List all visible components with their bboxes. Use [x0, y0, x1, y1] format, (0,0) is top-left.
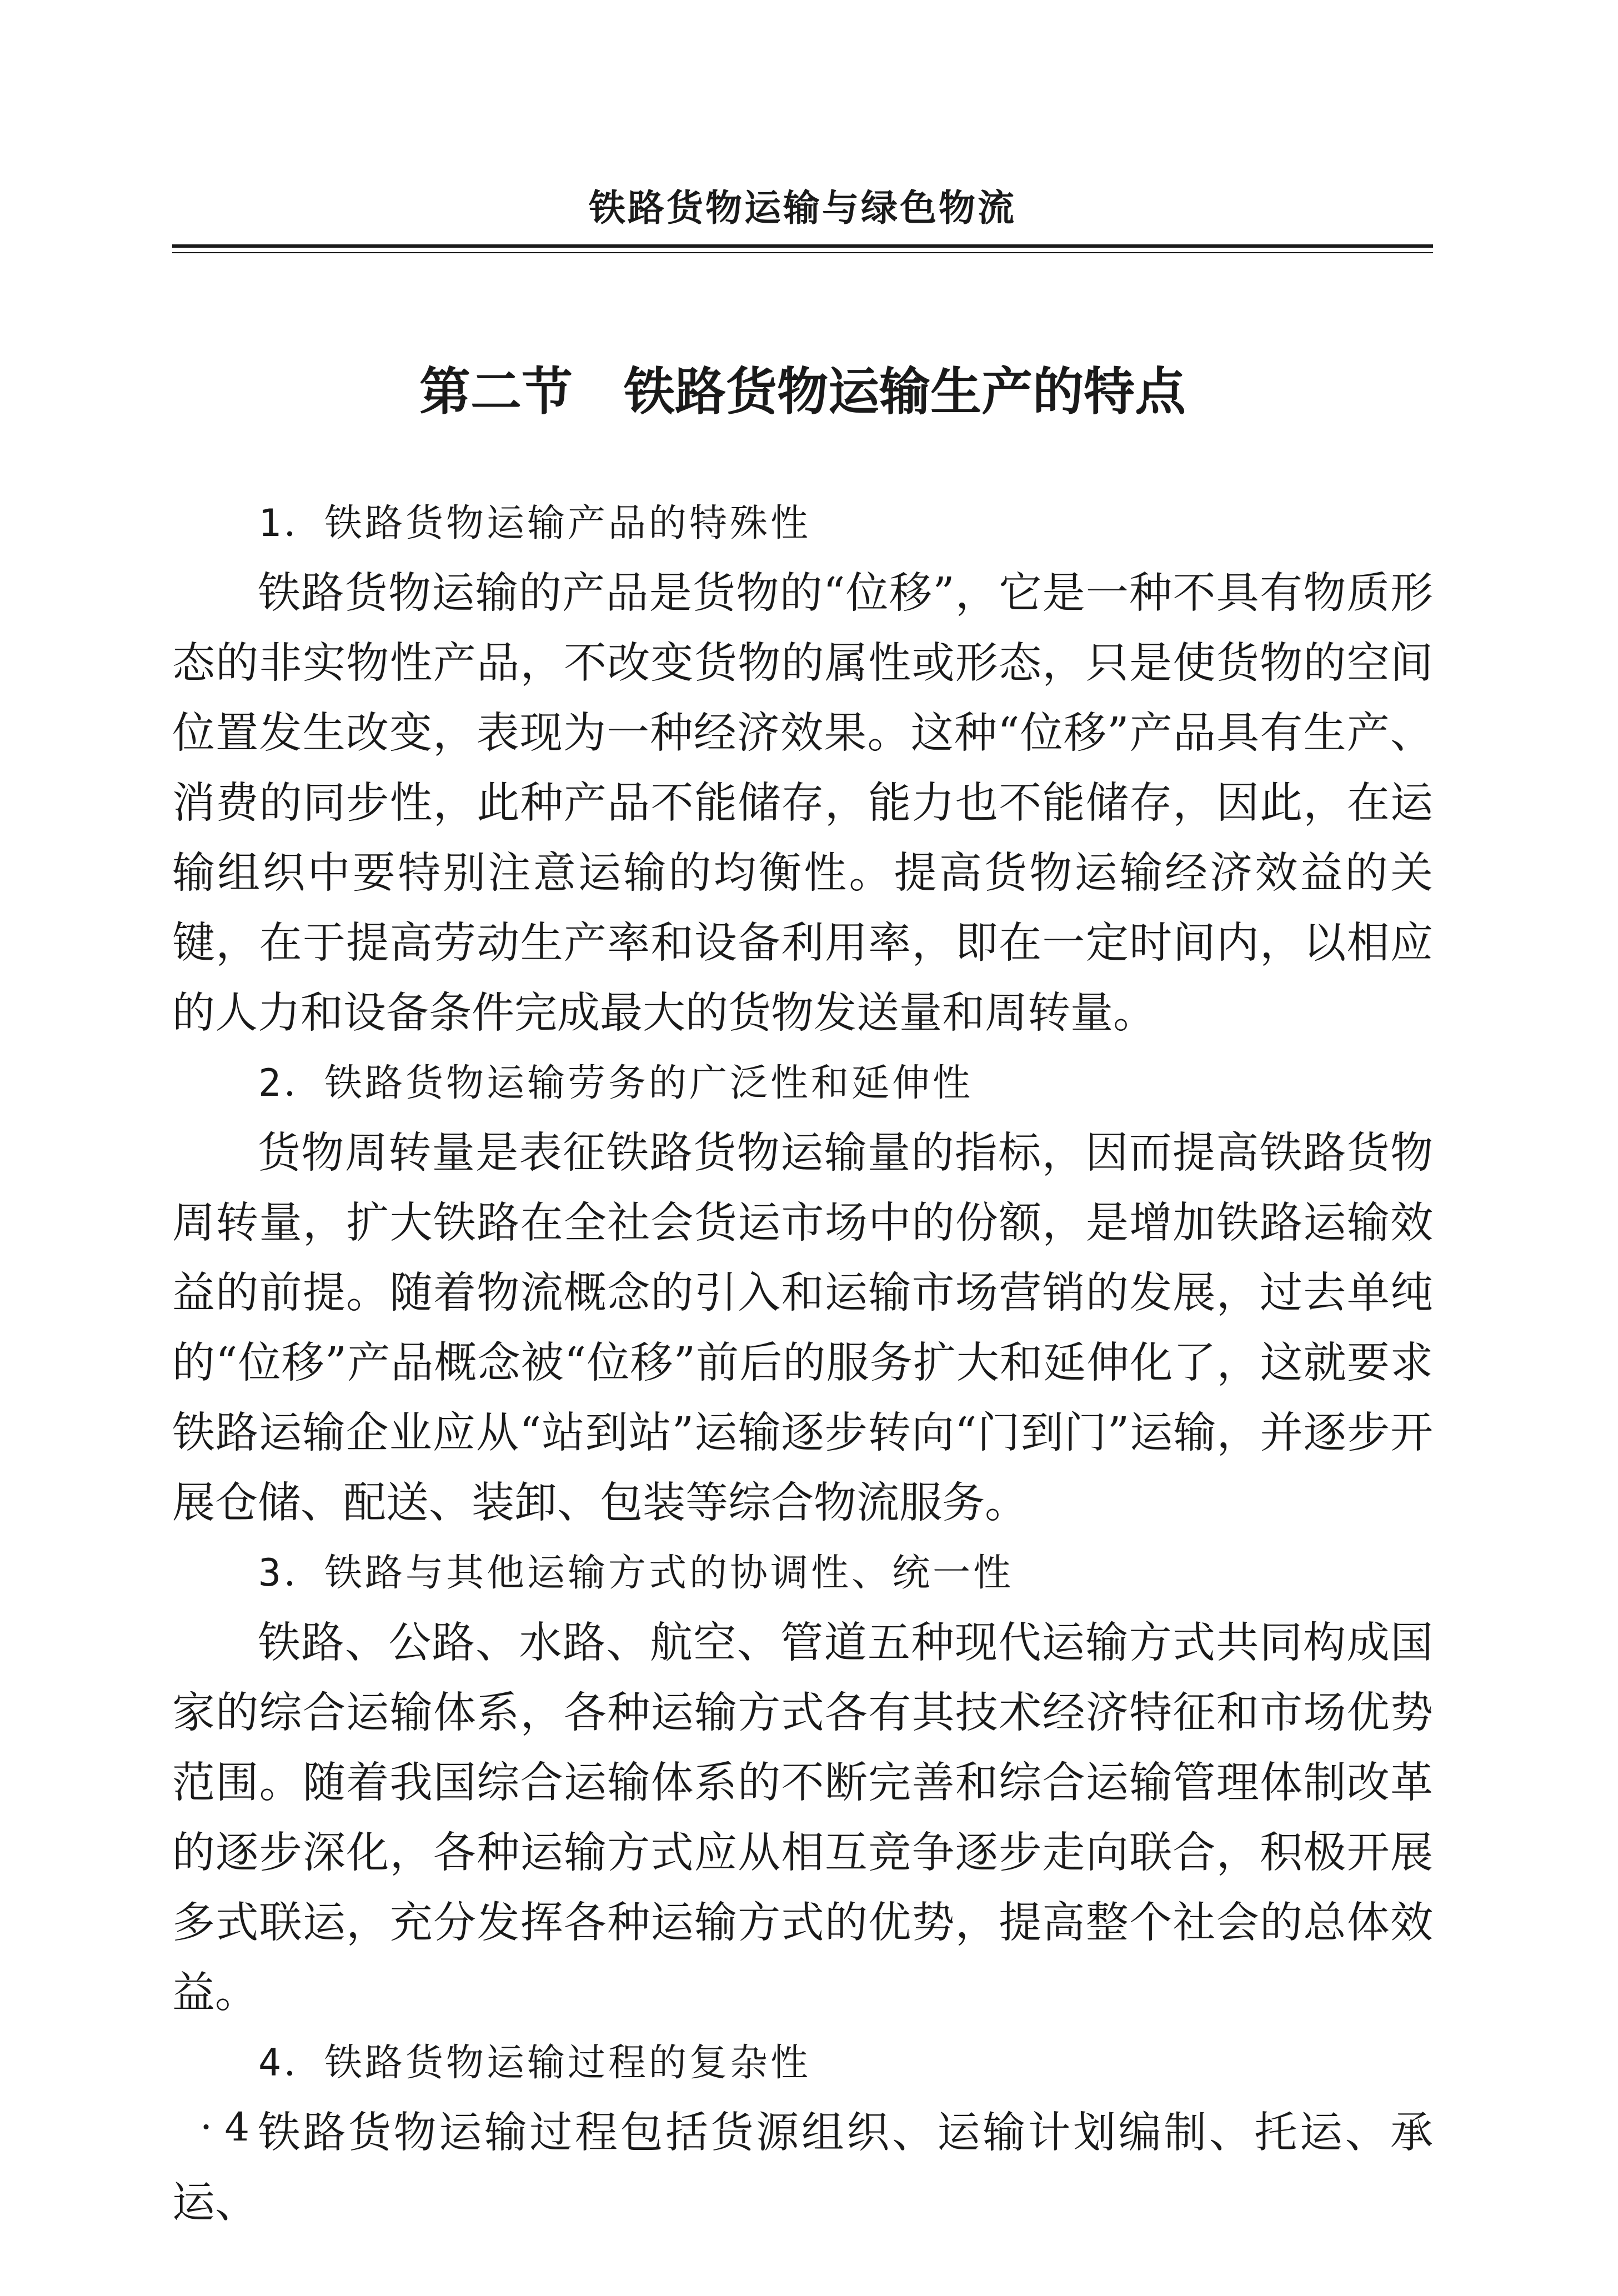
body-text	[172, 489, 1433, 2238]
header-rule-thin	[172, 252, 1433, 253]
running-header: 铁路货物运输与绿色物流	[589, 187, 1016, 229]
paragraph-2: 货物周转量是表征铁路货物运输量的指标，因而提高铁路货物周转量，扩大铁路在全社会货运市场中的份额，是增加铁路运输效益的前提。随着物流概念的引入和运输市场营销的发展，过去单纯的“位移”产品概念被“位移”前后的服务扩大和延伸化了，这就要求铁路运输企业应从“站到站”运输逐步转向“门到门”运输，并逐步开展仓储、配送、装卸、包装等综合物流服务。	[172, 1129, 1433, 1528]
section-number: 第二节	[419, 362, 573, 422]
paragraph-4: 铁路货物运输过程包括货源组织、运输计划编制、托运、承运、	[172, 2108, 1433, 2228]
subsection-heading-1: 1．铁路货物运输产品的特殊性	[258, 502, 811, 545]
section-title	[172, 355, 1433, 428]
subsection-heading-4: 4．铁路货物运输过程的复杂性	[258, 2041, 811, 2085]
header-rule	[172, 244, 1433, 248]
paragraph-3: 铁路、公路、水路、航空、管道五种现代运输方式共同构成国家的综合运输体系，各种运输方式各有其技术经济特征和市场优势范围。随着我国综合运输体系的不断完善和综合运输管理体制改革的逐步深化，各种运输方式应从相互竞争逐步走向联合，积极开展多式联运，充分发挥各种运输方式的优势，提高整个社会的总体效益。	[172, 1618, 1433, 2018]
section-title-text: 铁路货物运输生产的特点	[624, 362, 1186, 422]
subsection-heading-2: 2．铁路货物运输劳务的广泛性和延伸性	[258, 1061, 973, 1105]
page-number: · 4 ·	[200, 2104, 274, 2150]
subsection-heading-3: 3．铁路与其他运输方式的协调性、统一性	[258, 1551, 1014, 1595]
paragraph-1: 铁路货物运输的产品是货物的“位移”，它是一种不具有物质形态的非实物性产品，不改变货物的属性或形态，只是使货物的空间位置发生改变，表现为一种经济效果。这种“位移”产品具有生产、消费的同步性，此种产品不能储存，能力也不能储存，因此，在运输组织中要特别注意运输的均衡性。提高货物运输经济效益的关键，在于提高劳动生产率和设备利用率，即在一定时间内，以相应的人力和设备条件完成最大的货物发送量和周转量。	[172, 569, 1433, 1038]
